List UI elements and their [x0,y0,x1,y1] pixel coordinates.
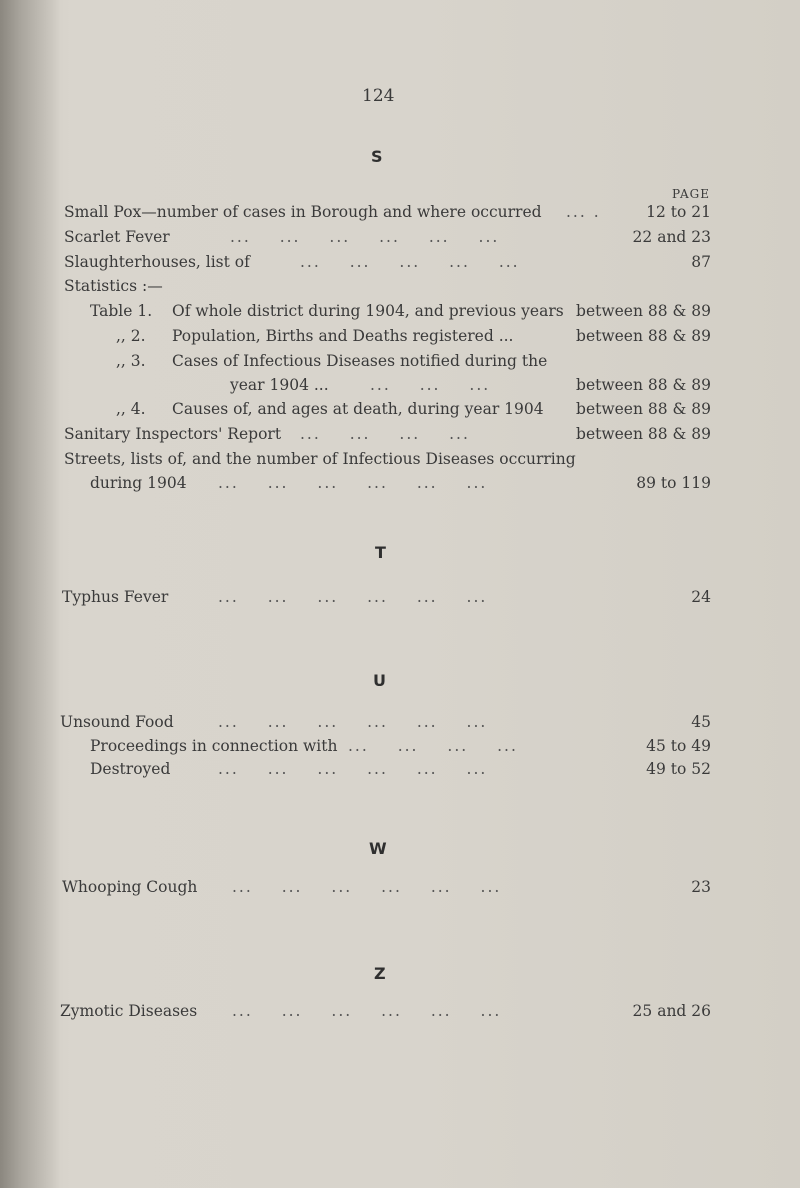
entry-leader-dots: ... ... ... ... [300,425,470,443]
entry-label: Statistics :— [64,277,163,295]
entry-page: 45 [691,713,711,731]
section-heading-u: U [373,671,386,690]
entry-leader-dots: ... ... ... [370,376,491,394]
entry-prefix: Table 1. [90,302,153,320]
section-heading-s: S [371,147,383,166]
entry-label: Causes of, and ages at death, during year 1904 [172,400,544,418]
section-heading-z: Z [374,964,386,983]
index-entry-typhus-fever [0,588,800,612]
entry-page: between 88 & 89 [576,400,711,418]
entry-page: 24 [691,588,711,606]
index-entry-slaughterhouses [0,253,800,277]
index-entry-streets-continued [0,474,800,498]
entry-page: between 88 & 89 [576,425,711,443]
entry-leader-dots: ... ... ... ... ... ... [230,228,500,246]
index-entry-unsound-food [0,713,800,737]
entry-leader-dots: ... . [566,203,601,221]
entry-label: Population, Births and Deaths registered ... [172,327,514,345]
entry-leader-dots: ... ... ... ... ... [300,253,520,271]
index-entry-statistics [0,277,800,301]
index-entry-table-3-continued [0,376,800,400]
entry-label: Small Pox—number of cases in Borough and where occurred [64,203,542,221]
entry-prefix: ,, 2. [116,327,146,345]
entry-page: between 88 & 89 [576,302,711,320]
index-entry-table-2 [0,327,800,351]
entry-page: 25 and 26 [632,1002,711,1020]
entry-label: Whooping Cough [62,878,198,896]
entry-label: Zymotic Diseases [60,1002,198,1020]
page-column-header: PAGE [672,187,710,201]
entry-prefix: ,, 3. [116,352,146,370]
index-entry-scarlet-fever [0,228,800,252]
index-entry-proceedings [0,737,800,761]
entry-page: 87 [691,253,711,271]
entry-label: Streets, lists of, and the number of Infectious Diseases occurring [64,450,576,468]
entry-label-continued: year 1904 ... [230,376,329,394]
index-entry-sanitary-inspectors [0,425,800,449]
section-heading-w: W [369,839,387,858]
entry-page: 22 and 23 [632,228,711,246]
entry-page: 23 [691,878,711,896]
entry-prefix: ,, 4. [116,400,146,418]
entry-leader-dots: ... ... ... ... ... ... [232,1002,502,1020]
entry-leader-dots: ... ... ... ... ... ... [218,760,488,778]
index-entry-table-1 [0,302,800,326]
entry-page: 45 to 49 [646,737,711,755]
entry-leader-dots: ... ... ... ... ... ... [232,878,502,896]
entry-label-continued: during 1904 [90,474,187,492]
entry-label: Destroyed [90,760,171,778]
entry-leader-dots: ... ... ... ... [348,737,518,755]
index-entry-zymotic-diseases [0,1002,800,1026]
entry-page: between 88 & 89 [576,376,711,394]
index-entry-small-pox [0,203,800,227]
index-entry-whooping-cough [0,878,800,902]
entry-label: Slaughterhouses, list of [64,253,250,271]
entry-label: Cases of Infectious Diseases notified during the [172,352,548,370]
page-number: 124 [362,86,395,106]
entry-label: Typhus Fever [62,588,169,606]
entry-page: 89 to 119 [636,474,711,492]
entry-page: 49 to 52 [646,760,711,778]
entry-label: Sanitary Inspectors' Report [64,425,282,443]
index-entry-table-4 [0,400,800,424]
entry-label: Unsound Food [60,713,174,731]
entry-label: Proceedings in connection with [90,737,338,755]
section-heading-t: T [375,543,386,562]
index-entry-streets [0,450,800,474]
entry-page: 12 to 21 [646,203,711,221]
entry-page: between 88 & 89 [576,327,711,345]
entry-leader-dots: ... ... ... ... ... ... [218,713,488,731]
entry-label: Scarlet Fever [64,228,170,246]
index-entry-destroyed [0,760,800,784]
entry-label: Of whole district during 1904, and previous years [172,302,564,320]
entry-leader-dots: ... ... ... ... ... ... [218,474,488,492]
entry-leader-dots: ... ... ... ... ... ... [218,588,488,606]
index-entry-table-3 [0,352,800,376]
